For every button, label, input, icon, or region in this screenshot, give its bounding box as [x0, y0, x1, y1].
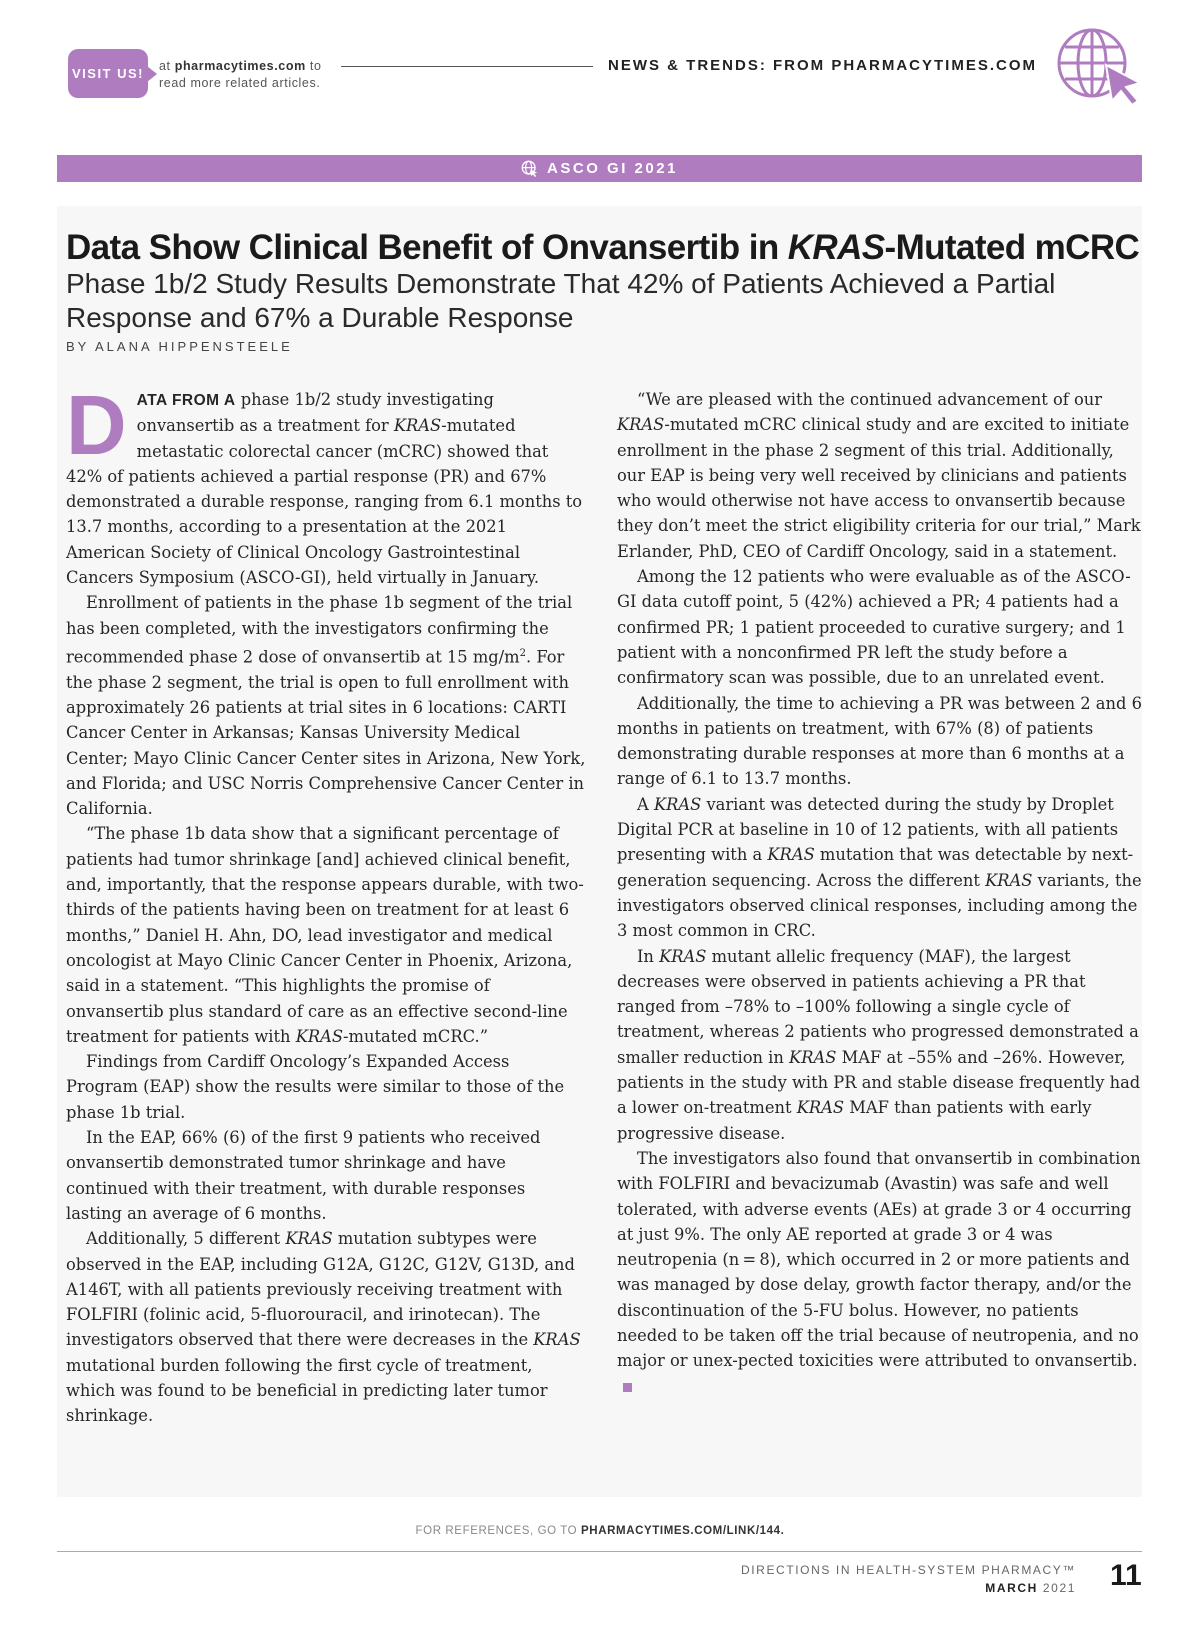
paragraph-8: Among the 12 patients who were evaluable as of the ASCO-GI data cutoff point, 5 (42%) achieved a PR; 4 patients had a confirmed PR; 1 patient proceeded to curative surgery; and 1 patient with a nonconfirmed PR left the study before a confirmatory scan was possible, due to an unrelated event. [617, 567, 1131, 688]
visit-post: to [305, 59, 322, 73]
banner-label: ASCO GI 2021 [547, 160, 678, 177]
column-left [66, 378, 586, 1429]
paragraph-11: In KRAS mutant allelic frequency (MAF), the largest decreases were observed in patients achieving a PR that ranged from –78% to –100% following a single cycle of treatment, whereas 2 patients who progressed demonstrated a smaller reduction in KRAS MAF at –55% and –26%. However, patients in the study with PR and stable disease frequently had a lower on-treatment KRAS MAF than patients with early progressive disease. [617, 946, 1141, 1143]
globe-cursor-icon [1054, 25, 1144, 107]
publication-date: MARCH 2021 [985, 1581, 1076, 1595]
visit-site-link[interactable]: pharmacytimes.com [174, 59, 306, 73]
drop-cap: D [66, 378, 127, 472]
article-headline: Data Show Clinical Benefit of Onvansertib in KRAS-Mutated mCRC [66, 228, 1140, 267]
paragraph-4: Findings from Cardiff Oncology’s Expanded Access Program (EAP) show the results were similar to those of the phase 1b trial. [66, 1052, 565, 1122]
visit-us-badge[interactable]: VISIT US! [68, 49, 148, 98]
paragraph-10: A KRAS variant was detected during the study by Droplet Digital PCR at baseline in 10 of 12 patients, with all patients presenting with a KRAS mutation that was detectable by next-generation sequencing. Across the different KRAS variants, the investigators observed clinical responses, including among the 3 most common in CRC. [617, 794, 1142, 941]
publication-name: DIRECTIONS IN HEALTH-SYSTEM PHARMACY™ [740, 1563, 1076, 1577]
paragraph-7: “We are pleased with the continued advancement of our KRAS-mutated mCRC clinical study and are excited to initiate enrollment in the phase 2 segment of this trial. Additionally, our EAP is being very well received by clinicians and patients who would otherwise not have access to onvansertib because they don’t meet the strict eligibility criteria for our trial,” Mark Erlander, PhD, CEO of Cardiff Oncology, said in a statement. [617, 390, 1141, 561]
references-note: FOR REFERENCES, GO TO PHARMACYTIMES.COM/LINK/144. [415, 1525, 785, 1537]
paragraph-6: Additionally, 5 different KRAS mutation subtypes were observed in the EAP, including G12A, G12C, G12V, G13D, and A146T, with all patients previously receiving treatment with FOLFIRI (folinic acid, 5-fluorouracil, and irinotecan). The investigators observed that there were decreases in the KRAS mutational burden following the first cycle of treatment, which was found to be beneficial in predicting later tumor shrinkage. [66, 1229, 581, 1426]
paragraph-9: Additionally, the time to achieving a PR was between 2 and 6 months in patients on treatment, with 67% (8) of patients demonstrating durable responses at more than 6 months at a range of 6.1 to 13.7 months. [617, 693, 1142, 789]
section-banner [57, 155, 1142, 182]
paragraph-1: DATA FROM A phase 1b/2 study investigating onvansertib as a treatment for KRAS-mutated metastatic colorectal cancer (mCRC) showed that 42% of patients achieved a partial response (PR) and 67% demonstrated a durable response, ranging from 6.1 months to 13.7 months, according to a presentation at the 2021 American Society of Clinical Oncology Gastrointestinal Cancers Symposium (ASCO-GI), held virtually in January. [66, 378, 583, 588]
page-number: 11 [1110, 1559, 1142, 1592]
visit-text [159, 58, 322, 92]
lead-in: ATA FROM A [136, 392, 236, 409]
header-divider [341, 66, 593, 67]
header-title: NEWS & TRENDS: FROM PHARMACYTIMES.COM [608, 57, 1037, 74]
references-link[interactable]: PHARMACYTIMES.COM/LINK/144. [581, 1525, 785, 1537]
byline: BY ALANA HIPPENSTEELE [66, 339, 293, 354]
globe-icon [521, 160, 538, 177]
visit-line2: read more related articles. [159, 76, 321, 90]
paragraph-5: In the EAP, 66% (6) of the first 9 patients who received onvansertib demonstrated tumor shrinkage and have continued with their treatment, with durable responses lasting an average of 6 months. [66, 1128, 541, 1223]
article-subhead: Phase 1b/2 Study Results Demonstrate That 42% of Patients Achieved a Partial Response and 67% a Durable Response [66, 268, 1056, 333]
paragraph-2: Enrollment of patients in the phase 1b segment of the trial has been completed, with the investigators confirming the recommended phase 2 dose of onvansertib at 15 $mg/m^2$. For the phase 2 segment, the trial is open to full enrollment with approximately 26 patients at trial sites in 6 locations: CARTI Cancer Center in Arkansas; Kansas University Medical Center; Mayo Clinic Cancer Center sites in Arizona, New York, and Florida; and USC Norris Comprehensive Cancer Center in California. [66, 593, 586, 819]
visit-pre: at [159, 59, 175, 73]
footer-divider [57, 1551, 1142, 1552]
paragraph-12: The investigators also found that onvansertib in combination with FOLFIRI and bevacizumab (Avastin) was safe and well tolerated, with adverse events (AEs) at grade 3 or 4 occurring at just 9%. The only AE reported at grade 3 or 4 was neutropenia (n = 8), which occurred in 2 or more patients and was managed by dose delay, growth factor therapy, and/or the discontinuation of the 5-FU bolus. However, no patients needed to be taken off the trial because of neutropenia, and no major or unex-pected toxicities were attributed to onvansertib. [617, 1146, 1142, 1399]
column-right [617, 387, 1142, 1399]
end-mark [623, 1383, 632, 1392]
paragraph-3: “The phase 1b data show that a significant percentage of patients had tumor shrinkage [and] achieved clinical benefit, and, importantly, that the response appears durable, with two-thirds of the patients having been on treatment for at least 6 months,” Daniel H. Ahn, DO, lead investigator and medical oncologist at Mayo Clinic Cancer Center in Phoenix, Arizona, said in a statement. “This highlights the promise of onvansertib plus standard of care as an effective second-line treatment for patients with KRAS-mutated mCRC.” [66, 824, 584, 1046]
